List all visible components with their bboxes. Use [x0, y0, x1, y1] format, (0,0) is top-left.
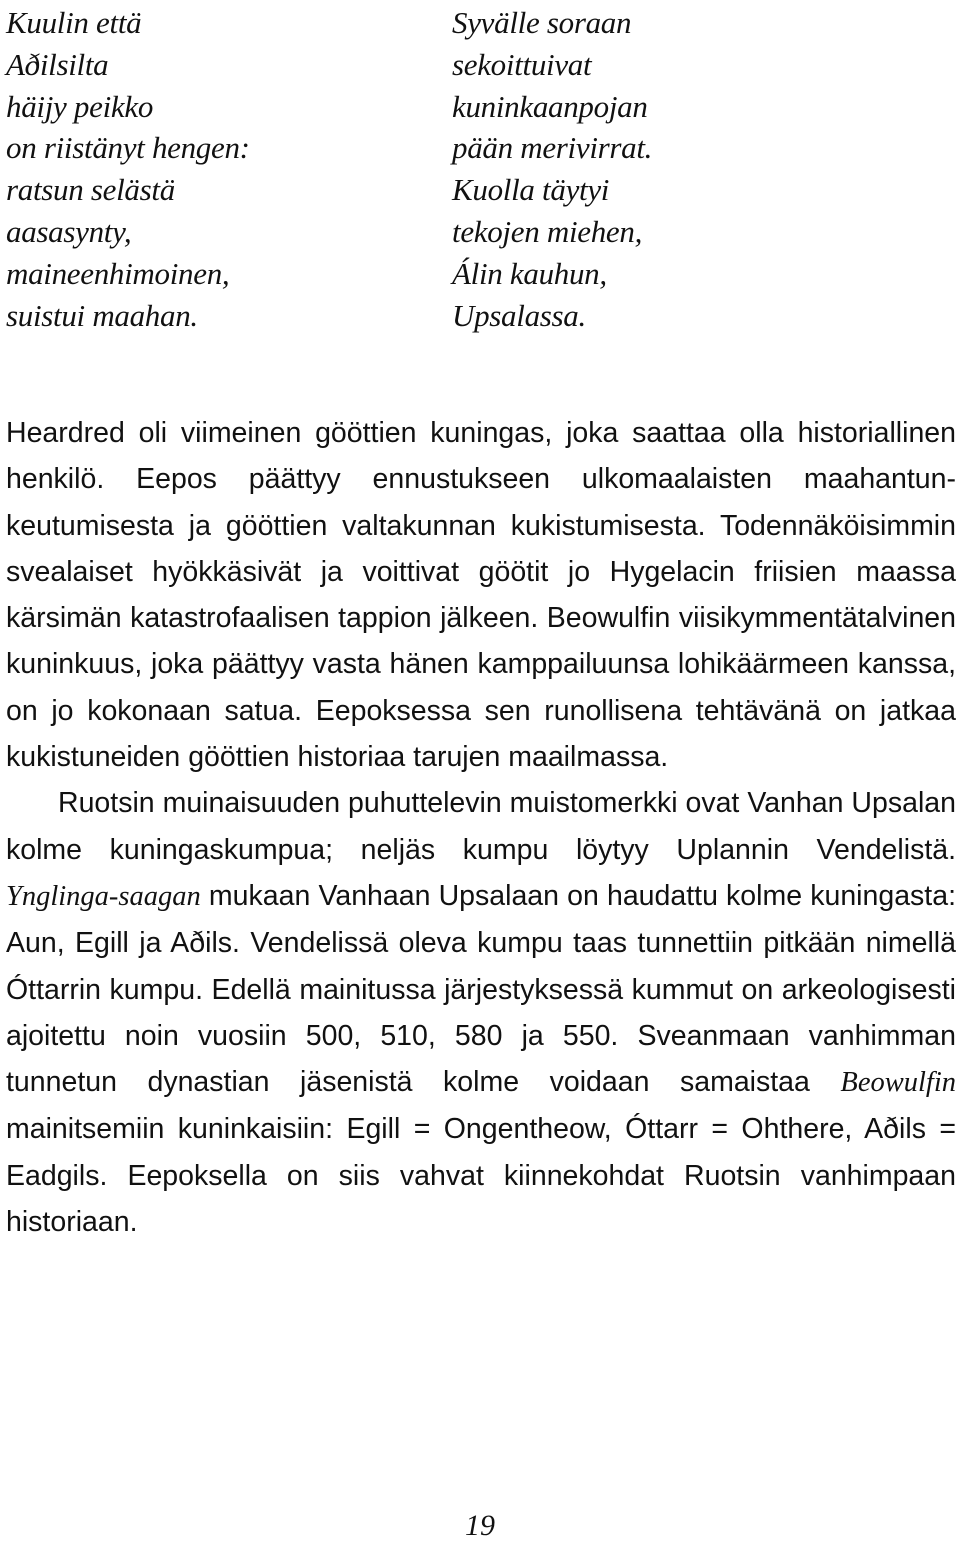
poem-line: on riistänyt hengen:	[6, 130, 250, 166]
poem-line: Syvälle soraan	[452, 5, 632, 40]
poem-line: Álin kauhun,	[452, 255, 607, 291]
poem-line: Kuolla täytyi	[452, 172, 610, 208]
poem-column-left	[6, 2, 250, 336]
poem-line: pään merivirrat.	[452, 130, 653, 166]
poem-line: Kuulin että	[6, 5, 142, 40]
poem-line: Upsalassa.	[452, 297, 586, 333]
poem-column-right	[452, 2, 652, 336]
poem-line: suistui maahan.	[6, 297, 198, 333]
paragraph	[6, 780, 956, 1245]
poem-excerpt	[0, 0, 960, 360]
text-run: Heardred oli viimeinen gööttien kuningas, joka saattaa olla historiallinen henkilö. Eepos päättyy ennustukseen ulkomaalaisten maahantunkeutumisesta ja gööttien valtakunnan kukistumisesta. Todennäköisimmin svealaiset hyökkäsivät ja voittivat göötit jo Hygelacin friisien maassa kärsimän katastrofaalisen tappion jälkeen. Beowulfin viisikymmentätalvinen kuninkuus, joka päättyy vasta hänen kamppailuunsa lohikäärmeen kanssa, on jo kokonaan satua. Eepoksessa sen runollisena tehtävänä on jatkaa kukistuneiden gööttien historiaa tarujen maailmassa.	[6, 417, 956, 774]
italic-title: Ynglinga-saagan	[6, 880, 201, 912]
poem-line: aasasynty,	[6, 213, 132, 249]
body-text	[6, 410, 956, 1245]
poem-line: häijy peikko	[6, 88, 154, 124]
text-run: mukaan Vanhaan Upsalaan on haudattu kolme kuningasta: Aun, Egill ja Aðils. Vendelissä oleva kumpu taas tunnettiin pitkään nimellä Óttarrin kumpu. Edellä mainitussa järjestyksessä kummut on arkeologisesti ajoitettu noin vuosiin 500, 510, 580 ja 550. Sveanmaan vanhimman tunnetun dynastian jäsenistä kolme voidaan samaistaa	[6, 879, 956, 1099]
italic-title: Beowulfin	[840, 1067, 956, 1099]
poem-line: kuninkaanpojan	[452, 88, 648, 124]
poem-line: tekojen miehen,	[452, 213, 643, 249]
poem-line: Aðilsilta	[6, 46, 109, 82]
page-number: 19	[465, 1509, 495, 1542]
text-run: Ruotsin muinaisuuden puhuttelevin muistomerkki ovat Vanhan Upsalan kolme kuningaskumpua; neljäs kumpu löytyy Uplannin Vendelistä.	[6, 787, 956, 866]
poem-line: ratsun selästä	[6, 172, 175, 208]
poem-line: sekoittuivat	[452, 46, 592, 82]
poem-line: maineenhimoinen,	[6, 255, 230, 291]
text-run: mainitsemiin kuninkaisiin: Egill = Ongentheow, Óttarr = Ohthere, Aðils = Eadgils. Eepoksella on siis vahvat kiinnekohdat Ruotsin vanhimpaan historiaan.	[6, 1113, 956, 1239]
paragraph	[6, 410, 956, 780]
